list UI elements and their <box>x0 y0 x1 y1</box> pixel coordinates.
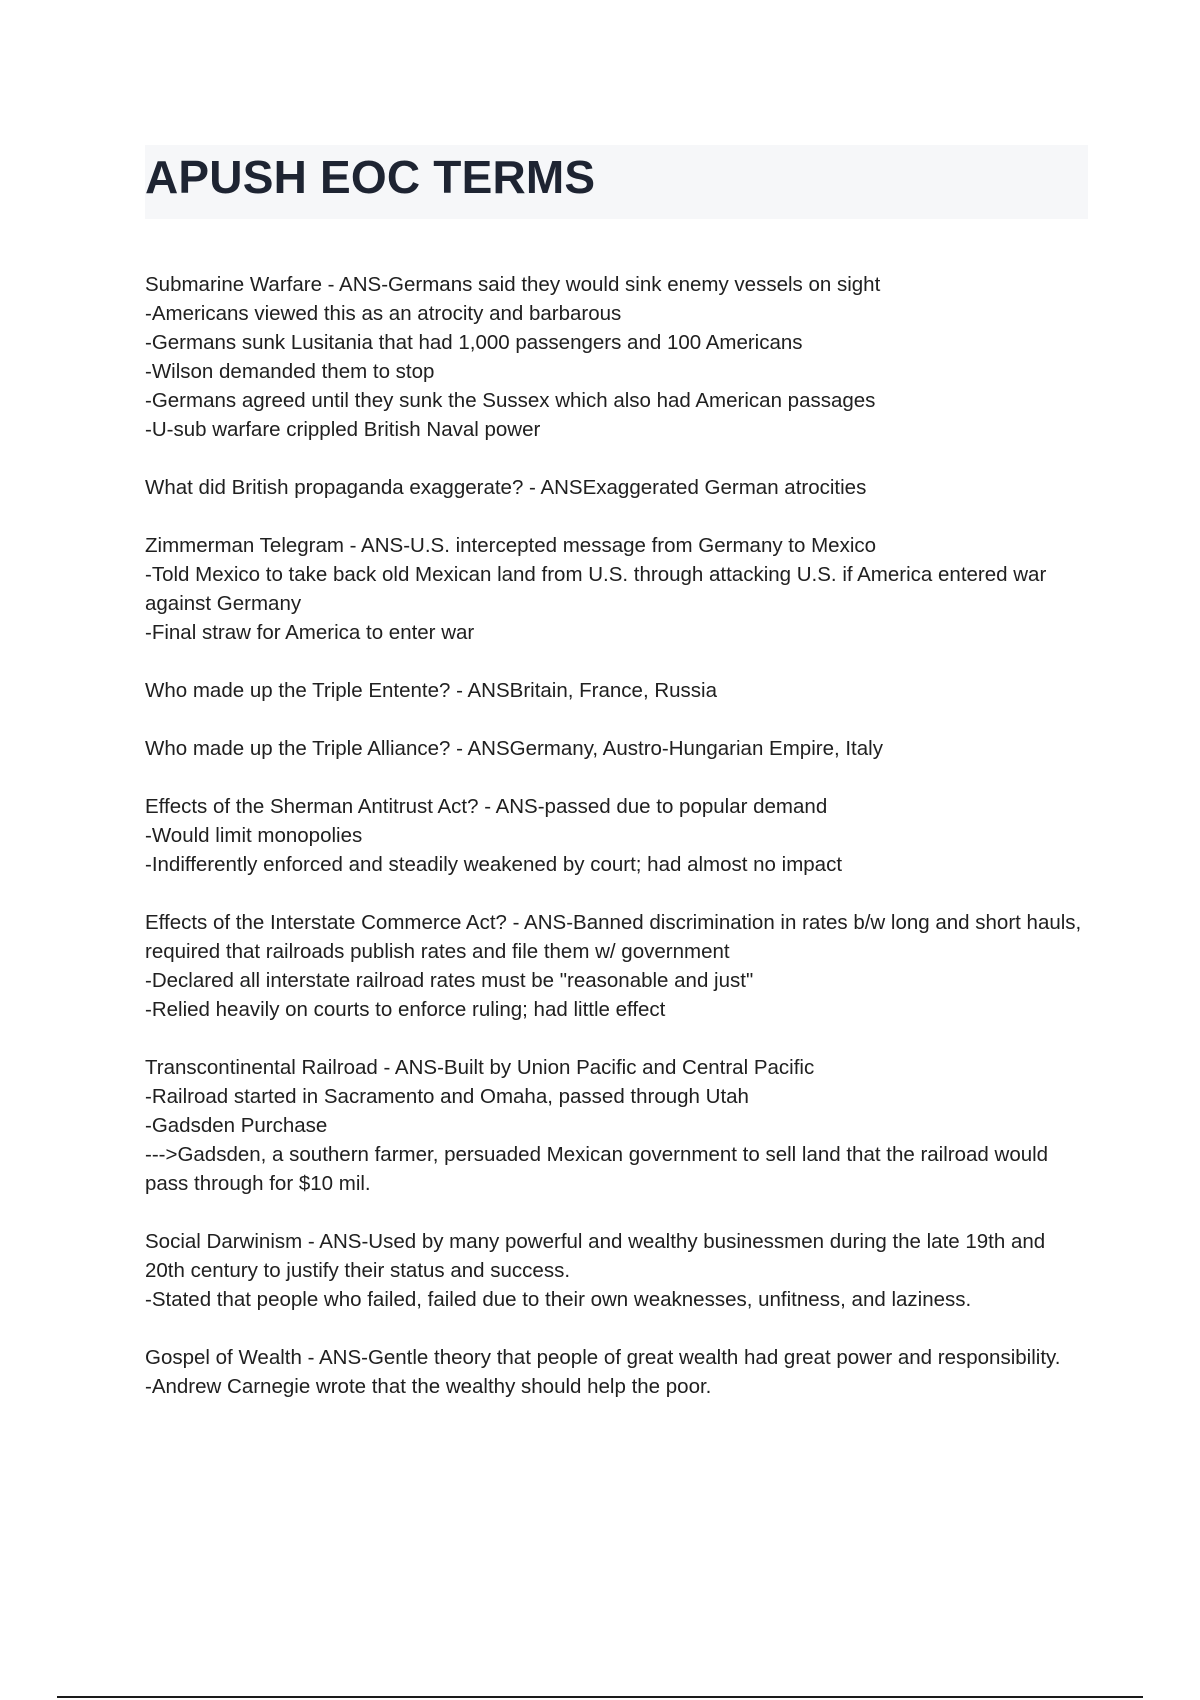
term-entry <box>145 1053 1088 1198</box>
entry-line: Gospel of Wealth - ANS-Gentle theory that people of great wealth had great power and responsibility. <box>145 1346 1061 1369</box>
term-entry <box>145 676 1088 705</box>
term-entry <box>145 908 1088 1024</box>
entry-line: -Railroad started in Sacramento and Omaha, passed through Utah <box>145 1085 749 1108</box>
term-entry <box>145 792 1088 879</box>
term-entry <box>145 1227 1088 1314</box>
term-entry <box>145 1343 1088 1401</box>
entry-line: Social Darwinism - ANS-Used by many powerful and wealthy businessmen during the late 19th and 20th century to justify their status and success. <box>145 1230 1046 1282</box>
entry-line: -Andrew Carnegie wrote that the wealthy should help the poor. <box>145 1375 712 1398</box>
page-title: APUSH EOC TERMS <box>145 151 596 203</box>
entry-line: -Americans viewed this as an atrocity and barbarous <box>145 302 622 325</box>
entry-line: Effects of the Interstate Commerce Act? - ANS-Banned discrimination in rates b/w long and short hauls, required that railroads publish rates and file them w/ government <box>145 911 1082 963</box>
entry-line: Who made up the Triple Entente? - ANSBritain, France, Russia <box>145 679 717 702</box>
entry-line: Effects of the Sherman Antitrust Act? - ANS-passed due to popular demand <box>145 795 828 818</box>
entry-line: -Indifferently enforced and steadily weakened by court; had almost no impact <box>145 853 843 876</box>
entry-line: -Germans sunk Lusitania that had 1,000 passengers and 100 Americans <box>145 331 803 354</box>
entry-line: -Relied heavily on courts to enforce ruling; had little effect <box>145 998 666 1021</box>
entry-line: -Stated that people who failed, failed due to their own weaknesses, unfitness, and laziness. <box>145 1288 972 1311</box>
entry-line: Zimmerman Telegram - ANS-U.S. intercepted message from Germany to Mexico <box>145 534 877 557</box>
entry-line: -Declared all interstate railroad rates must be "reasonable and just" <box>145 969 754 992</box>
entry-line: -U-sub warfare crippled British Naval power <box>145 418 541 441</box>
term-entry <box>145 473 1088 502</box>
entry-line: What did British propaganda exaggerate? - ANSExaggerated German atrocities <box>145 476 867 499</box>
entry-line: -Gadsden Purchase <box>145 1114 328 1137</box>
term-entry <box>145 531 1088 647</box>
entry-line: -Told Mexico to take back old Mexican land from U.S. through attacking U.S. if America entered war against Germany <box>145 563 1047 615</box>
entry-line: -Wilson demanded them to stop <box>145 360 435 383</box>
entry-line: Transcontinental Railroad - ANS-Built by Union Pacific and Central Pacific <box>145 1056 815 1079</box>
term-entry <box>145 270 1088 444</box>
footer-divider <box>57 1696 1143 1698</box>
title-banner <box>145 145 1088 219</box>
terms-list <box>145 270 1088 1430</box>
term-entry <box>145 734 1088 763</box>
entry-line: -Would limit monopolies <box>145 824 363 847</box>
entry-line: Submarine Warfare - ANS-Germans said they would sink enemy vessels on sight <box>145 273 881 296</box>
entry-line: -Final straw for America to enter war <box>145 621 475 644</box>
entry-line: --->Gadsden, a southern farmer, persuaded Mexican government to sell land that the railroad would pass through for $10 mil. <box>145 1143 1049 1195</box>
entry-line: Who made up the Triple Alliance? - ANSGermany, Austro-Hungarian Empire, Italy <box>145 737 883 760</box>
entry-line: -Germans agreed until they sunk the Sussex which also had American passages <box>145 389 876 412</box>
